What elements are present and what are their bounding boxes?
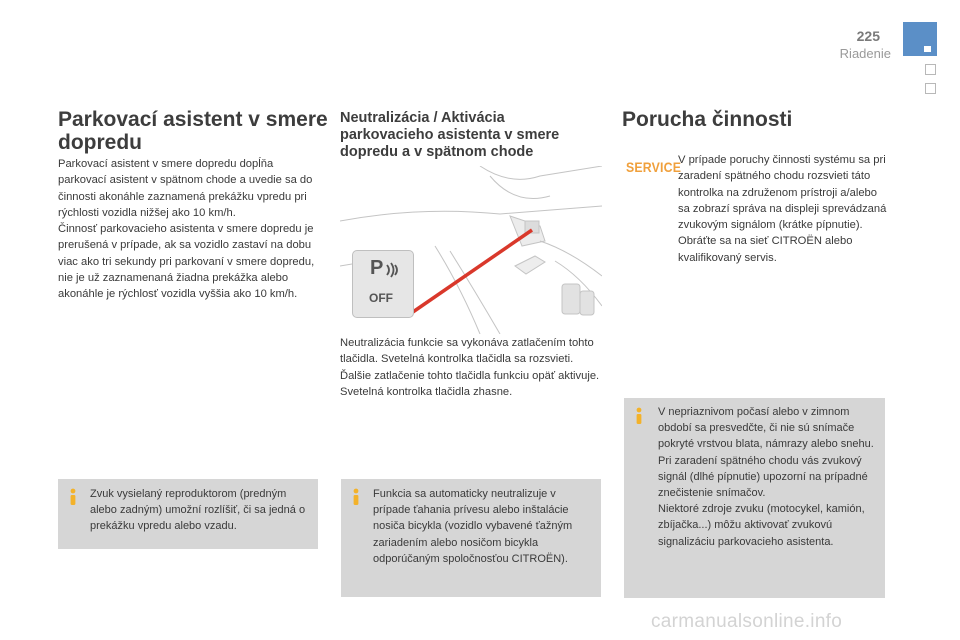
info-icon: [66, 488, 80, 506]
paragraph: Parkovací asistent v smere dopredu dopĺňa parkovací asistent v spätnom chode a uvedie sa do činnosti akonáhle zaznamená prekážku vpredu pri rýchlosti vozidla nižšej ako 10 km/h.: [58, 158, 313, 219]
parking-p-icon: P: [370, 257, 384, 279]
heading-forward-assist: Parkovací asistent v smere dopredu: [58, 108, 328, 154]
page-number: 225: [856, 28, 880, 44]
paragraph: Neutralizácia funkcie sa vykonáva zatlačením tohto tlačidla. Svetelná kontrolka tlačidla sa rozsvieti.: [340, 337, 594, 366]
paragraph: V prípade poruchy činnosti systému sa pri zaradení spätného chodu rozsvieti táto kontrolka na združenom prístroji a/alebo sa zobrazí správa na displeji sprevádzaná zvukovým signálom (krátke pípnutie).: [678, 154, 887, 232]
info-box-weather: [624, 398, 885, 598]
park-assist-off-button[interactable]: [352, 250, 414, 318]
paragraph: Niektoré zdroje zvuku (motocykel, kamión, zbíjačka...) môžu aktivovať zvukovú signalizáciu parkovacieho asistenta.: [658, 503, 865, 548]
info-icon: [349, 488, 363, 506]
info-text: [658, 404, 880, 550]
sound-waves-icon: [385, 261, 401, 279]
paragraph: V nepriaznivom počasí alebo v zimnom období sa presvedčte, či nie sú snímače pokryté vrstvou blata, námrazy alebo snehu. Pri zaradení spätného chodu vás zvukový signál (dlhé pípnutie) upozorní na prípadné znečistenie snímačov.: [658, 406, 874, 500]
heading-neutralization: Neutralizácia / Aktivácia parkovacieho asistenta v smere dopredu a v spätnom chode: [340, 110, 560, 160]
section-title: Riadenie: [839, 46, 891, 61]
info-text: Zvuk vysielaný reproduktorom (predným alebo zadným) umožní rozlíšiť, či sa jedná o prekážku vpredu alebo vzadu.: [90, 488, 306, 533]
info-box-towing: [341, 479, 601, 597]
chapter-tab[interactable]: [925, 64, 936, 75]
off-label: OFF: [369, 291, 393, 305]
service-warning-icon: SERVICE: [626, 159, 682, 175]
watermark: carmanualsonline.info: [651, 611, 843, 632]
neutralization-text: [340, 335, 602, 400]
forward-assist-text: [58, 156, 320, 303]
paragraph: Obráťte sa na sieť CITROËN alebo kvalifikovaný servis.: [678, 235, 853, 264]
tab-marker: [924, 46, 931, 52]
info-icon: [632, 407, 646, 425]
info-box-sound: [58, 479, 318, 549]
heading-malfunction: Porucha činnosti: [622, 108, 793, 131]
chapter-tab[interactable]: [925, 83, 936, 94]
chapter-tab-active[interactable]: [903, 22, 937, 56]
info-text: Funkcia sa automaticky neutralizuje v prípade ťahania prívesu alebo inštalácie nosiča bicykla (vozidlo vybavené ťažným zariadením alebo nosičom bicykla odporúčaným spoločnosťou CITROËN).: [373, 488, 573, 565]
paragraph: Činnosť parkovacieho asistenta v smere dopredu je prerušená v prípade, ak sa vozidlo zastaví na dobu viac ako tri sekundy pri parkovaní v smere dopredu, nie je už zaznamenaná žiadna prekážka alebo akonáhle je rýchlosť vozidla vyššia ako 10 km/h.: [58, 223, 315, 301]
paragraph: Ďalšie zatlačenie tohto tlačidla funkciu opäť aktivuje. Svetelná kontrolka tlačidla zhasne.: [340, 369, 600, 398]
malfunction-text: [678, 152, 890, 266]
